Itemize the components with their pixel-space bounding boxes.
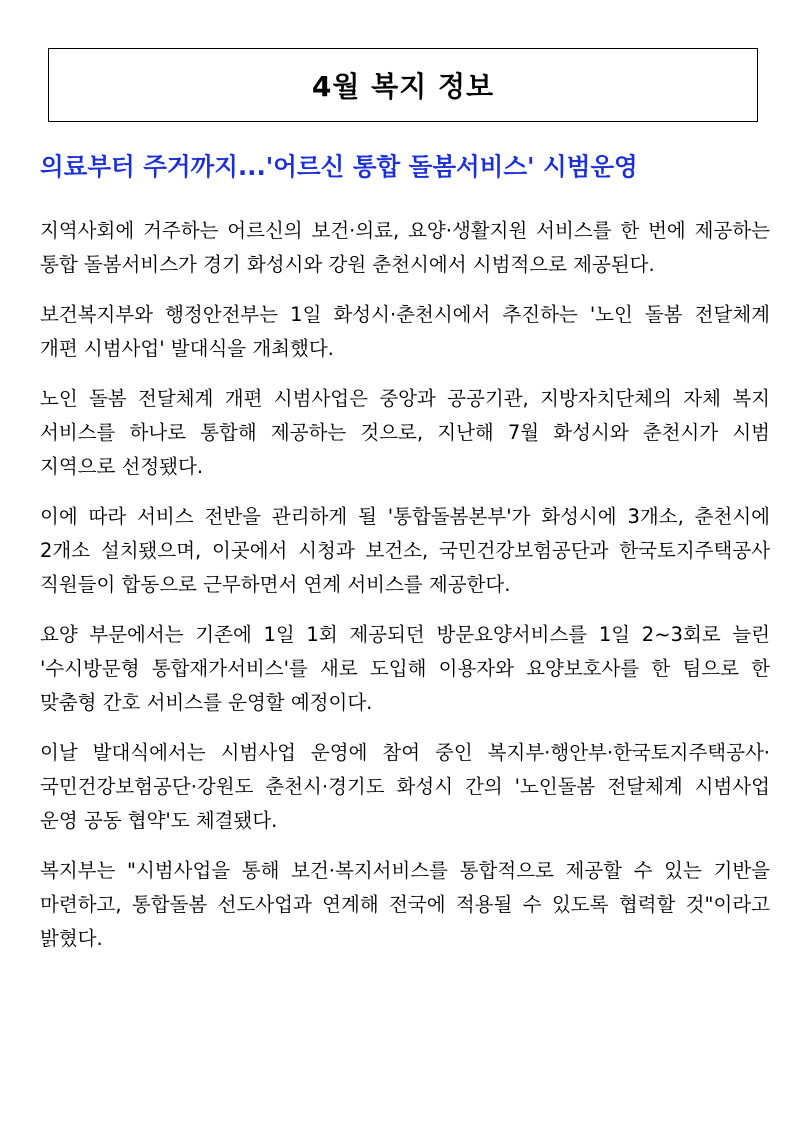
article-paragraph: 노인 돌봄 전달체계 개편 시범사업은 중앙과 공공기관, 지방자치단체의 자체 복지 서비스를 하나로 통합해 제공하는 것으로, 지난해 7월 화성시와 춘천시가 시범 지역으로 선정됐다. [40, 387, 770, 478]
page-title: 4월 복지 정보 [311, 70, 495, 103]
article-headline: 의료부터 주거까지...'어르신 통합 돌봄서비스' 시범운영 [40, 152, 638, 181]
article-paragraph: 이날 발대식에서는 시범사업 운영에 참여 중인 복지부·행안부·한국토지주택공사·국민건강보험공단·강원도 춘천시·경기도 화성시 간의 '노인돌봄 전달체계 시범사업 운영 공동 협약'도 체결됐다. [40, 741, 770, 832]
article-paragraph: 보건복지부와 행정안전부는 1일 화성시·춘천시에서 추진하는 '노인 돌봄 전달체계 개편 시범사업' 발대식을 개최했다. [40, 303, 770, 360]
article-paragraph: 지역사회에 거주하는 어르신의 보건·의료, 요양·생활지원 서비스를 한 번에 제공하는 통합 돌봄서비스가 경기 화성시와 강원 춘천시에서 시범적으로 제공된다. [40, 219, 770, 276]
title-box [48, 48, 758, 122]
article-paragraph: 복지부는 "시범사업을 통해 보건·복지서비스를 통합적으로 제공할 수 있는 기반을 마련하고, 통합돌봄 선도사업과 연계해 전국에 적용될 수 있도록 협력할 것"이라고 밝혔다. [40, 859, 770, 950]
article-body [40, 214, 770, 972]
article-paragraph: 요양 부문에서는 기존에 1일 1회 제공되던 방문요양서비스를 1일 2~3회로 늘린 '수시방문형 통합재가서비스'를 새로 도입해 이용자와 요양보호사를 한 팀으로 한 맞춤형 간호 서비스를 운영할 예정이다. [40, 623, 770, 714]
article-paragraph: 이에 따라 서비스 전반을 관리하게 될 '통합돌봄본부'가 화성시에 3개소, 춘천시에 2개소 설치됐으며, 이곳에서 시청과 보건소, 국민건강보험공단과 한국토지주택공사 직원들이 합동으로 근무하면서 연계 서비스를 제공한다. [40, 505, 770, 596]
